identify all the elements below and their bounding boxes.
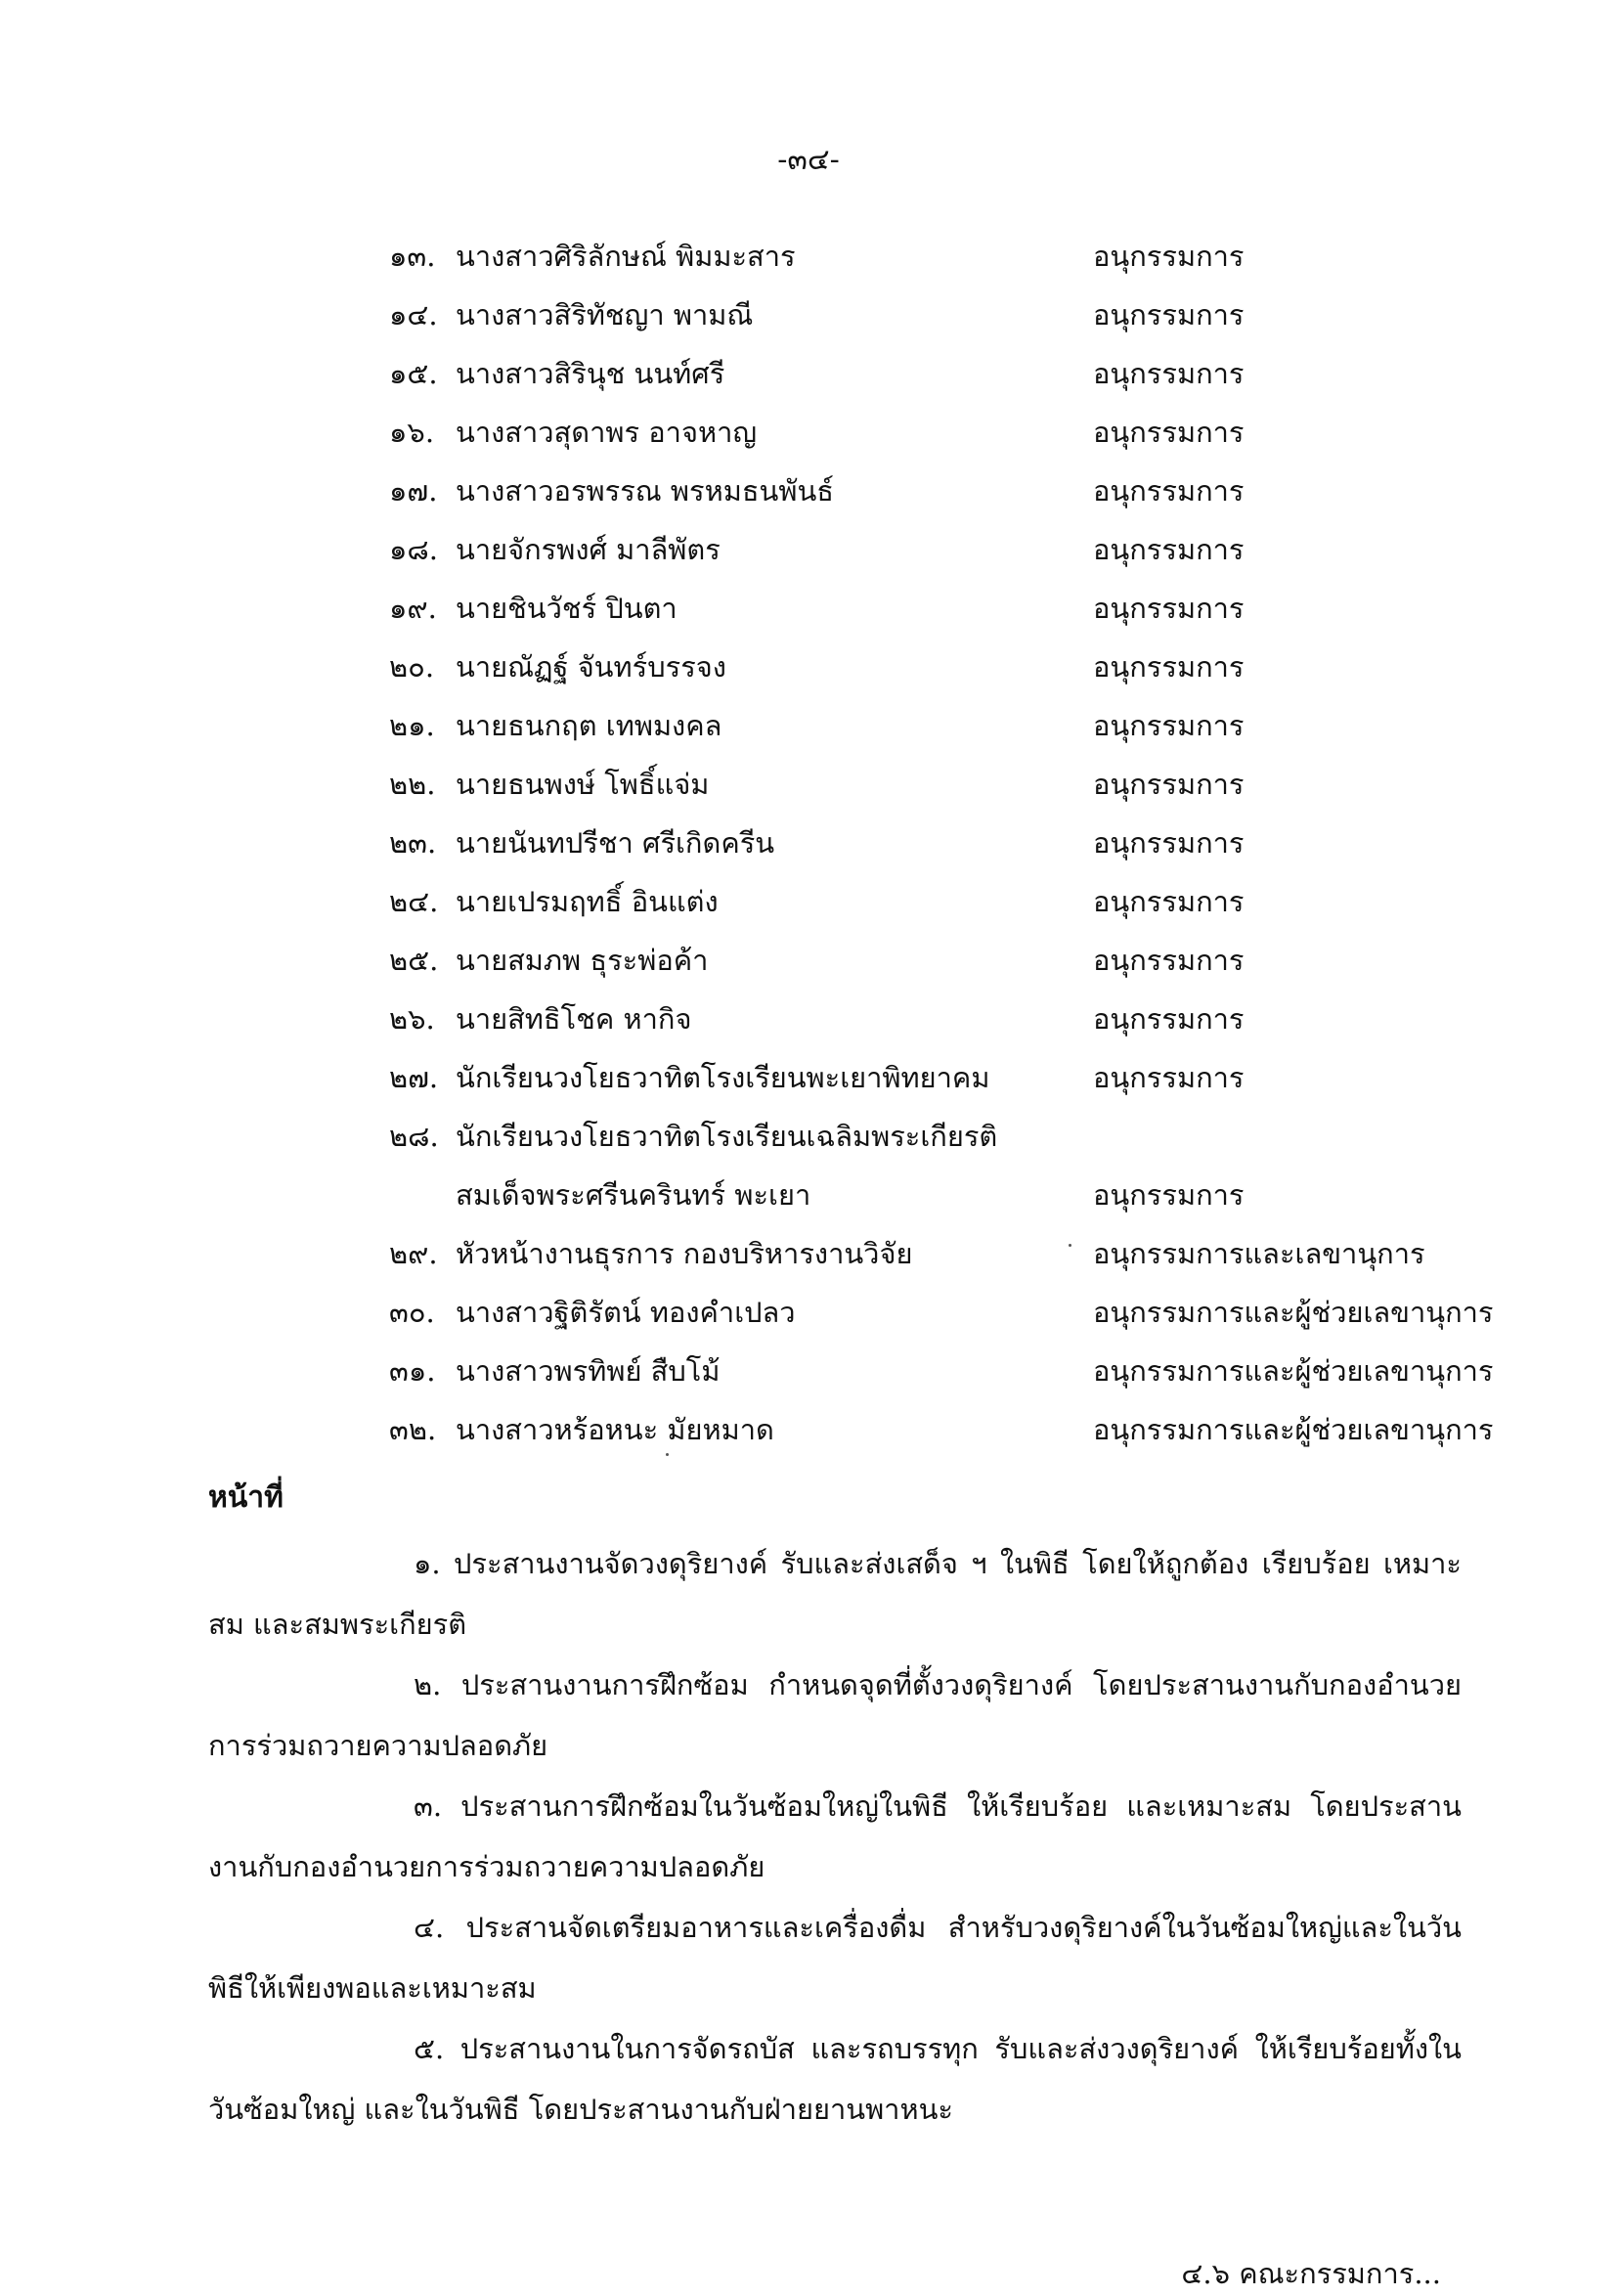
member-name: นางสาวสิริทัชญา พามณี [456,298,754,331]
member-number: ๓๒. [389,1413,437,1446]
member-row [0,1342,1617,1400]
member-row [0,755,1617,814]
member-name: นางสาวฐิติรัตน์ ทองคำเปลว [456,1296,796,1329]
member-name: นายสมภพ ธุระพ่อค้า [456,944,709,977]
member-row [0,1400,1617,1459]
member-number: ๒๙. [389,1237,438,1270]
member-row [0,286,1617,344]
scan-speck [666,1453,669,1456]
scan-speck [1069,1244,1071,1247]
duty-item: ๑. ประสานงานจัดวงดุริยางค์ รับและส่งเสด็จ ฯ ในพิธี โดยให้ถูกต้อง เรียบร้อย เหมาะสม และสมพระเกียรติ [208,1547,1462,1641]
member-number: ๓๑. [389,1354,436,1388]
member-role: อนุกรรมการ [1093,1178,1245,1212]
member-row [0,403,1617,462]
member-role: อนุกรรมการ [1093,1002,1245,1036]
member-name: หัวหน้างานธุรการ กองบริหารงานวิจัย [456,1237,913,1270]
member-number: ๑๕. [389,357,438,390]
member-role: อนุกรรมการและผู้ช่วยเลขานุการ [1093,1354,1494,1388]
member-role: อนุกรรมการ [1093,474,1245,508]
member-row [0,462,1617,520]
member-role: อนุกรรมการ [1093,592,1245,625]
member-role: อนุกรรมการ [1093,650,1245,684]
member-name: นายจักรพงศ์ มาลีพัตร [456,533,721,566]
member-name-line1: นักเรียนวงโยธวาทิตโรงเรียนเฉลิมพระเกียรติ [456,1120,998,1153]
member-name: นายธนพงษ์ โพธิ์แจ่ม [456,768,710,801]
member-row [0,1283,1617,1342]
member-name: นางสาวสิรินุช นนท์ศรี [456,357,725,390]
member-row [0,1224,1617,1283]
duty-item: ๓. ประสานการฝึกซ้อมในวันซ้อมใหญ่ในพิธี ให้เรียบร้อย และเหมาะสม โดยประสานงานกับกองอำนวยการร่วมถวายความปลอดภัย [208,1789,1462,1883]
member-row [0,1107,1617,1224]
member-role: อนุกรรมการ [1093,416,1245,449]
member-name: นางสาวศิริลักษณ์ พิมมะสาร [456,240,796,273]
member-number: ๓๐. [389,1296,435,1329]
member-name: นายธนกฤต เทพมงคล [456,709,722,742]
member-number: ๒๕. [389,944,439,977]
member-name: นายนันทปรีชา ศรีเกิดครีน [456,826,775,860]
member-row [0,579,1617,638]
continuation-text: ๔.๖ คณะกรรมการ... [1181,2257,1441,2290]
member-number: ๒๒. [389,768,436,801]
member-number: ๑๘. [389,533,438,566]
member-row [0,814,1617,872]
member-name: นางสาวหร้อหนะ มัยหมาด [456,1413,774,1446]
member-name-line2: สมเด็จพระศรีนครินทร์ พะเยา [456,1178,811,1212]
member-row [0,520,1617,579]
member-number: ๑๔. [389,298,438,331]
member-role: อนุกรรมการ [1093,709,1245,742]
member-row [0,931,1617,990]
member-role: อนุกรรมการและผู้ช่วยเลขานุการ [1093,1296,1494,1329]
member-number: ๒๐. [389,650,435,684]
member-row [0,344,1617,403]
member-row [0,227,1617,286]
member-role: อนุกรรมการ [1093,240,1245,273]
member-role: อนุกรรมการ [1093,533,1245,566]
member-name: นางสาวอรพรรณ พรหมธนพันธ์ [456,474,835,508]
member-role: อนุกรรมการ [1093,944,1245,977]
member-row [0,990,1617,1048]
member-role: อนุกรรมการและผู้ช่วยเลขานุการ [1093,1413,1494,1446]
member-row [0,696,1617,755]
duty-item: ๕. ประสานงานในการจัดรถบัส และรถบรรทุก รับและส่งวงดุริยางค์ ให้เรียบร้อยทั้งในวันซ้อมใหญ่ และในวันพิธี โดยประสานงานกับฝ่ายยานพาหนะ [208,2032,1462,2126]
member-number: ๒๘. [389,1120,439,1153]
duties-heading: หน้าที่ [208,1480,284,1515]
member-number: ๒๓. [389,826,437,860]
member-name [456,1107,997,1224]
member-role: อนุกรรมการ [1093,826,1245,860]
member-number: ๒๑. [389,709,435,742]
member-role: อนุกรรมการ [1093,357,1245,390]
member-number: ๑๖. [389,416,435,449]
member-number: ๒๖. [389,1002,435,1036]
member-number: ๑๙. [389,592,437,625]
member-name: นายสิทธิโชค หากิจ [456,1002,692,1036]
member-name: นายชินวัชร์ ปินตา [456,592,677,625]
member-name: นายเปรมฤทธิ์ อินแต่ง [456,885,719,918]
member-name: นายณัฏฐ์ จันทร์บรรจง [456,650,726,684]
member-role: อนุกรรมการ [1093,1061,1245,1094]
member-role: อนุกรรมการ [1093,768,1245,801]
member-name: นางสาวสุดาพร อาจหาญ [456,416,758,449]
member-row [0,638,1617,696]
member-number: ๒๔. [389,885,439,918]
duty-item: ๔. ประสานจัดเตรียมอาหารและเครื่องดื่ม สำหรับวงดุริยางค์ในวันซ้อมใหญ่และในวันพิธีให้เพียงพอและเหมาะสม [208,1911,1462,2005]
member-list [0,227,1617,1459]
member-name: นางสาวพรทิพย์ สืบโม้ [456,1354,721,1388]
member-number: ๒๗. [389,1061,439,1094]
member-role: อนุกรรมการและเลขานุการ [1093,1237,1425,1270]
member-row [0,872,1617,931]
page-number: -๓๔- [777,143,840,177]
member-role: อนุกรรมการ [1093,885,1245,918]
member-role: อนุกรรมการ [1093,298,1245,331]
duty-item: ๒. ประสานงานการฝึกซ้อม กำหนดจุดที่ตั้งวงดุริยางค์ โดยประสานงานกับกองอำนวยการร่วมถวายความปลอดภัย [208,1668,1462,1762]
member-row [0,1048,1617,1107]
member-number: ๑๓. [389,240,436,273]
duties-list [208,1533,1462,2140]
member-number: ๑๗. [389,474,438,508]
member-name: นักเรียนวงโยธวาทิตโรงเรียนพะเยาพิทยาคม [456,1061,990,1094]
